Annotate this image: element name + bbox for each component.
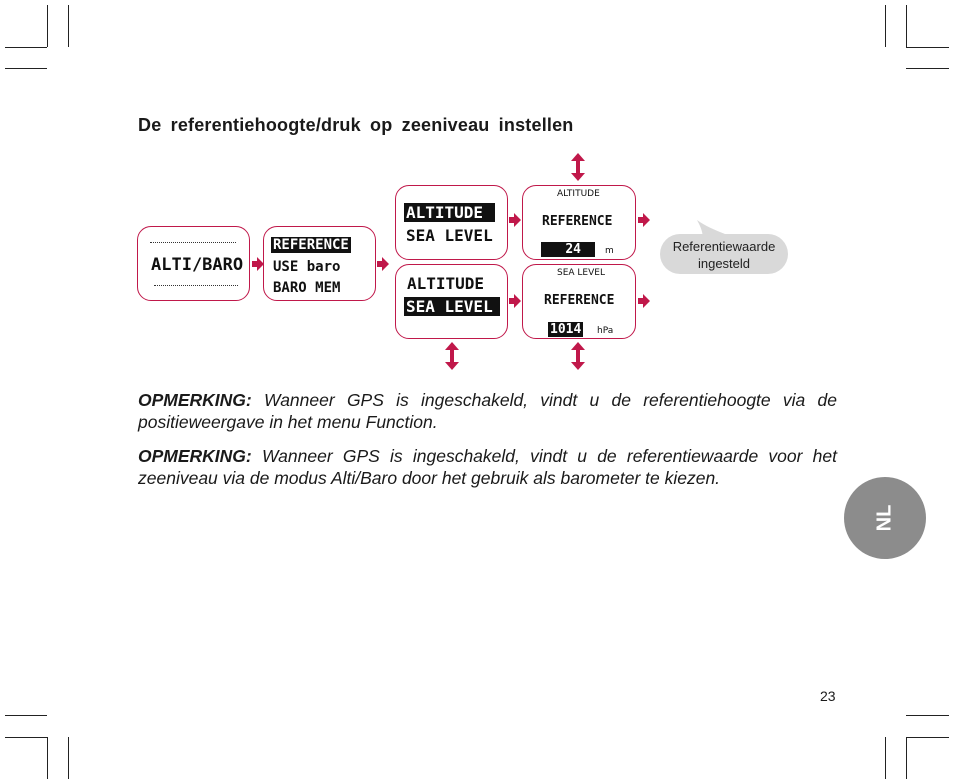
section-heading: De referentiehoogte/druk op zeeniveau instellen [138, 115, 574, 135]
page-number: 23 [820, 688, 836, 704]
crop-mark [906, 715, 949, 716]
screen-mode-title: ALTI/BARO [151, 255, 244, 275]
reference-label: REFERENCE [542, 214, 613, 229]
arrow-right-icon [252, 257, 264, 271]
screen-altitude-reference [522, 185, 636, 260]
note-paragraph [138, 445, 837, 489]
screen-alti-baro [137, 226, 250, 301]
arrow-right-icon [638, 294, 650, 308]
screen-select-altitude [395, 185, 508, 260]
dotted-line [150, 242, 236, 243]
note-label: OPMERKING: [138, 446, 252, 466]
option-altitude: ALTITUDE [404, 203, 495, 222]
crop-mark [5, 47, 47, 48]
reference-value: 1014 [550, 322, 582, 337]
crop-mark [5, 715, 47, 716]
crop-mark [906, 5, 907, 47]
crop-mark [885, 5, 886, 47]
language-tab [844, 477, 926, 559]
language-tab-label: NL [873, 504, 896, 532]
bubble-line: Referentiewaarde [672, 239, 776, 254]
arrow-right-icon [377, 257, 389, 271]
arrow-right-icon [509, 294, 521, 308]
crop-mark [906, 47, 949, 48]
dotted-line [154, 285, 238, 286]
crop-mark [68, 5, 69, 47]
menu-item-reference: REFERENCE [273, 237, 349, 253]
crop-mark [906, 737, 949, 738]
reference-set-bubble [660, 234, 788, 274]
screen-menu [263, 226, 376, 301]
note-paragraph [138, 389, 837, 433]
menu-item-baro-mem: BARO MEM [273, 280, 341, 296]
crop-mark [47, 5, 48, 47]
reference-unit: hPa [597, 326, 614, 336]
reference-unit: m [605, 246, 614, 256]
arrow-up-down-icon [571, 342, 585, 370]
arrow-right-icon [638, 213, 650, 227]
arrow-up-down-icon [445, 342, 459, 370]
note-text: Wanneer GPS is ingeschakeld, vindt u de referentiehoogte via de positieweergave in het menu Function. [138, 390, 837, 432]
screen-header: SEA LEVEL [557, 268, 605, 278]
reference-value: 24 [541, 242, 595, 257]
arrow-right-icon [509, 213, 521, 227]
option-sea-level: SEA LEVEL [404, 297, 500, 316]
option-sea-level: SEA LEVEL [406, 226, 493, 245]
crop-mark [5, 68, 47, 69]
menu-item-use-baro: USE baro [273, 259, 341, 275]
option-altitude: ALTITUDE [407, 274, 485, 293]
screen-sea-level-reference [522, 264, 636, 339]
crop-mark [47, 737, 48, 779]
bubble-line: ingesteld [697, 256, 751, 271]
crop-mark [906, 68, 949, 69]
arrow-up-down-icon [571, 153, 585, 181]
crop-mark [68, 737, 69, 779]
reference-label: REFERENCE [544, 293, 615, 308]
crop-mark [885, 737, 886, 779]
crop-mark [906, 737, 907, 779]
note-label: OPMERKING: [138, 390, 252, 410]
screen-header: ALTITUDE [557, 189, 600, 199]
crop-mark [5, 737, 47, 738]
note-text: Wanneer GPS is ingeschakeld, vindt u de referentiewaarde voor het zeeniveau via de modus Alti/Baro door het gebruik als barometer te kiezen. [138, 446, 837, 488]
screen-select-sea-level [395, 264, 508, 339]
